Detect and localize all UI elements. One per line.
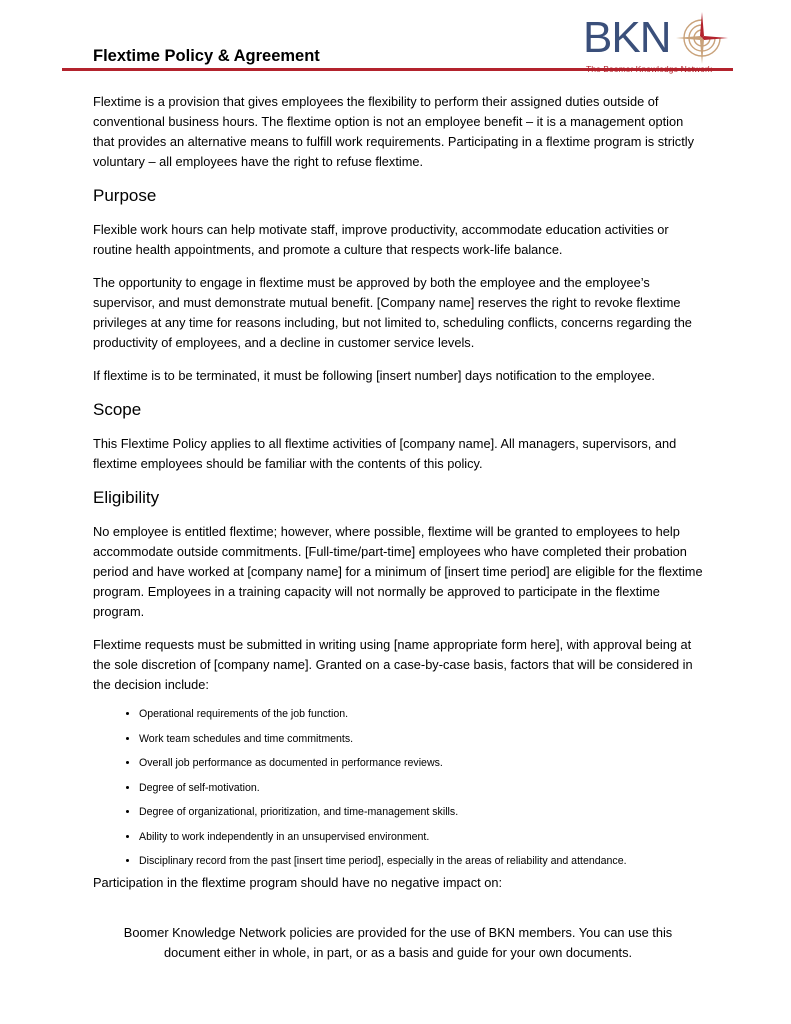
purpose-paragraph-1: Flexible work hours can help motivate staff, improve productivity, accommodate education activities or routine health appointments, and promote a culture that respects work-life balance.: [93, 222, 669, 257]
document-title: Flextime Policy & Agreement: [93, 47, 320, 65]
compass-icon: [676, 12, 728, 64]
list-item: • Overall job performance as documented in performance reviews.: [139, 757, 703, 771]
eligibility-paragraph-2: Flextime requests must be submitted in writing using [name appropriate form here], with approval being at the sole discretion of [company name]. Granted on a case-by-case basis, factors that will be considered in the decision include:: [93, 637, 693, 692]
scope-heading: Scope: [93, 400, 142, 419]
logo-text: BKN: [583, 13, 671, 62]
footer-line-2: document either in whole, in part, or as a basis and guide for your own documents.: [163, 945, 633, 960]
eligibility-paragraph-1: No employee is entitled flextime; however, where possible, flextime will be granted to employees to help accommodate outside commitments. [Full-time/part-time] employees who have completed their probation period and have worked at [company name] for a minimum of [insert time period] are eligible for the flextime program. Employees in a training capacity will not normally be approved to participate in the flextime program.: [93, 524, 703, 619]
list-item: • Degree of organizational, prioritization, and time-management skills.: [139, 806, 703, 820]
list-item: • Disciplinary record from the past [insert time period], especially in the areas of reliability and attendance.: [139, 855, 703, 869]
list-item: • Degree of self-motivation.: [139, 782, 703, 796]
factors-list: [93, 708, 703, 869]
list-item: • Work team schedules and time commitments.: [139, 733, 703, 747]
logo-tagline: The Boomer Knowledge Network: [586, 64, 713, 74]
list-item: • Operational requirements of the job function.: [139, 708, 703, 722]
eligibility-paragraph-3: Participation in the flextime program should have no negative impact on:: [93, 874, 503, 890]
eligibility-heading: Eligibility: [93, 488, 160, 507]
intro-paragraph: Flextime is a provision that gives employees the flexibility to perform their assigned duties outside of conventional business hours. The flextime option is not an employee benefit – it is a management option that provides an alternative means to fulfill work requirements. Participating in a flextime program is strictly voluntary – all employees have the right to refuse flextime.: [93, 94, 694, 169]
purpose-paragraph-2: The opportunity to engage in flextime must be approved by both the employee and the employee’s supervisor, and must demonstrate mutual benefit. [Company name] reserves the right to revoke flextime privileges at any time for reasons including, but not limited to, scheduling conflicts, concerns regarding the productivity of employees, and a decline in customer service levels.: [93, 275, 692, 350]
footer-line-1: Boomer Knowledge Network policies are provided for the use of BKN members. You can use this: [123, 925, 673, 940]
scope-paragraph: This Flextime Policy applies to all flextime activities of [company name]. All managers, supervisors, and flextime employees should be familiar with the contents of this policy.: [93, 436, 677, 471]
bkn-logo: [583, 12, 743, 78]
document-body: [93, 92, 703, 898]
page-footer: [93, 923, 703, 963]
purpose-heading: Purpose: [93, 186, 157, 205]
purpose-paragraph-3: If flextime is to be terminated, it must be following [insert number] days notification to the employee.: [93, 368, 655, 383]
list-item: • Ability to work independently in an unsupervised environment.: [139, 831, 703, 845]
